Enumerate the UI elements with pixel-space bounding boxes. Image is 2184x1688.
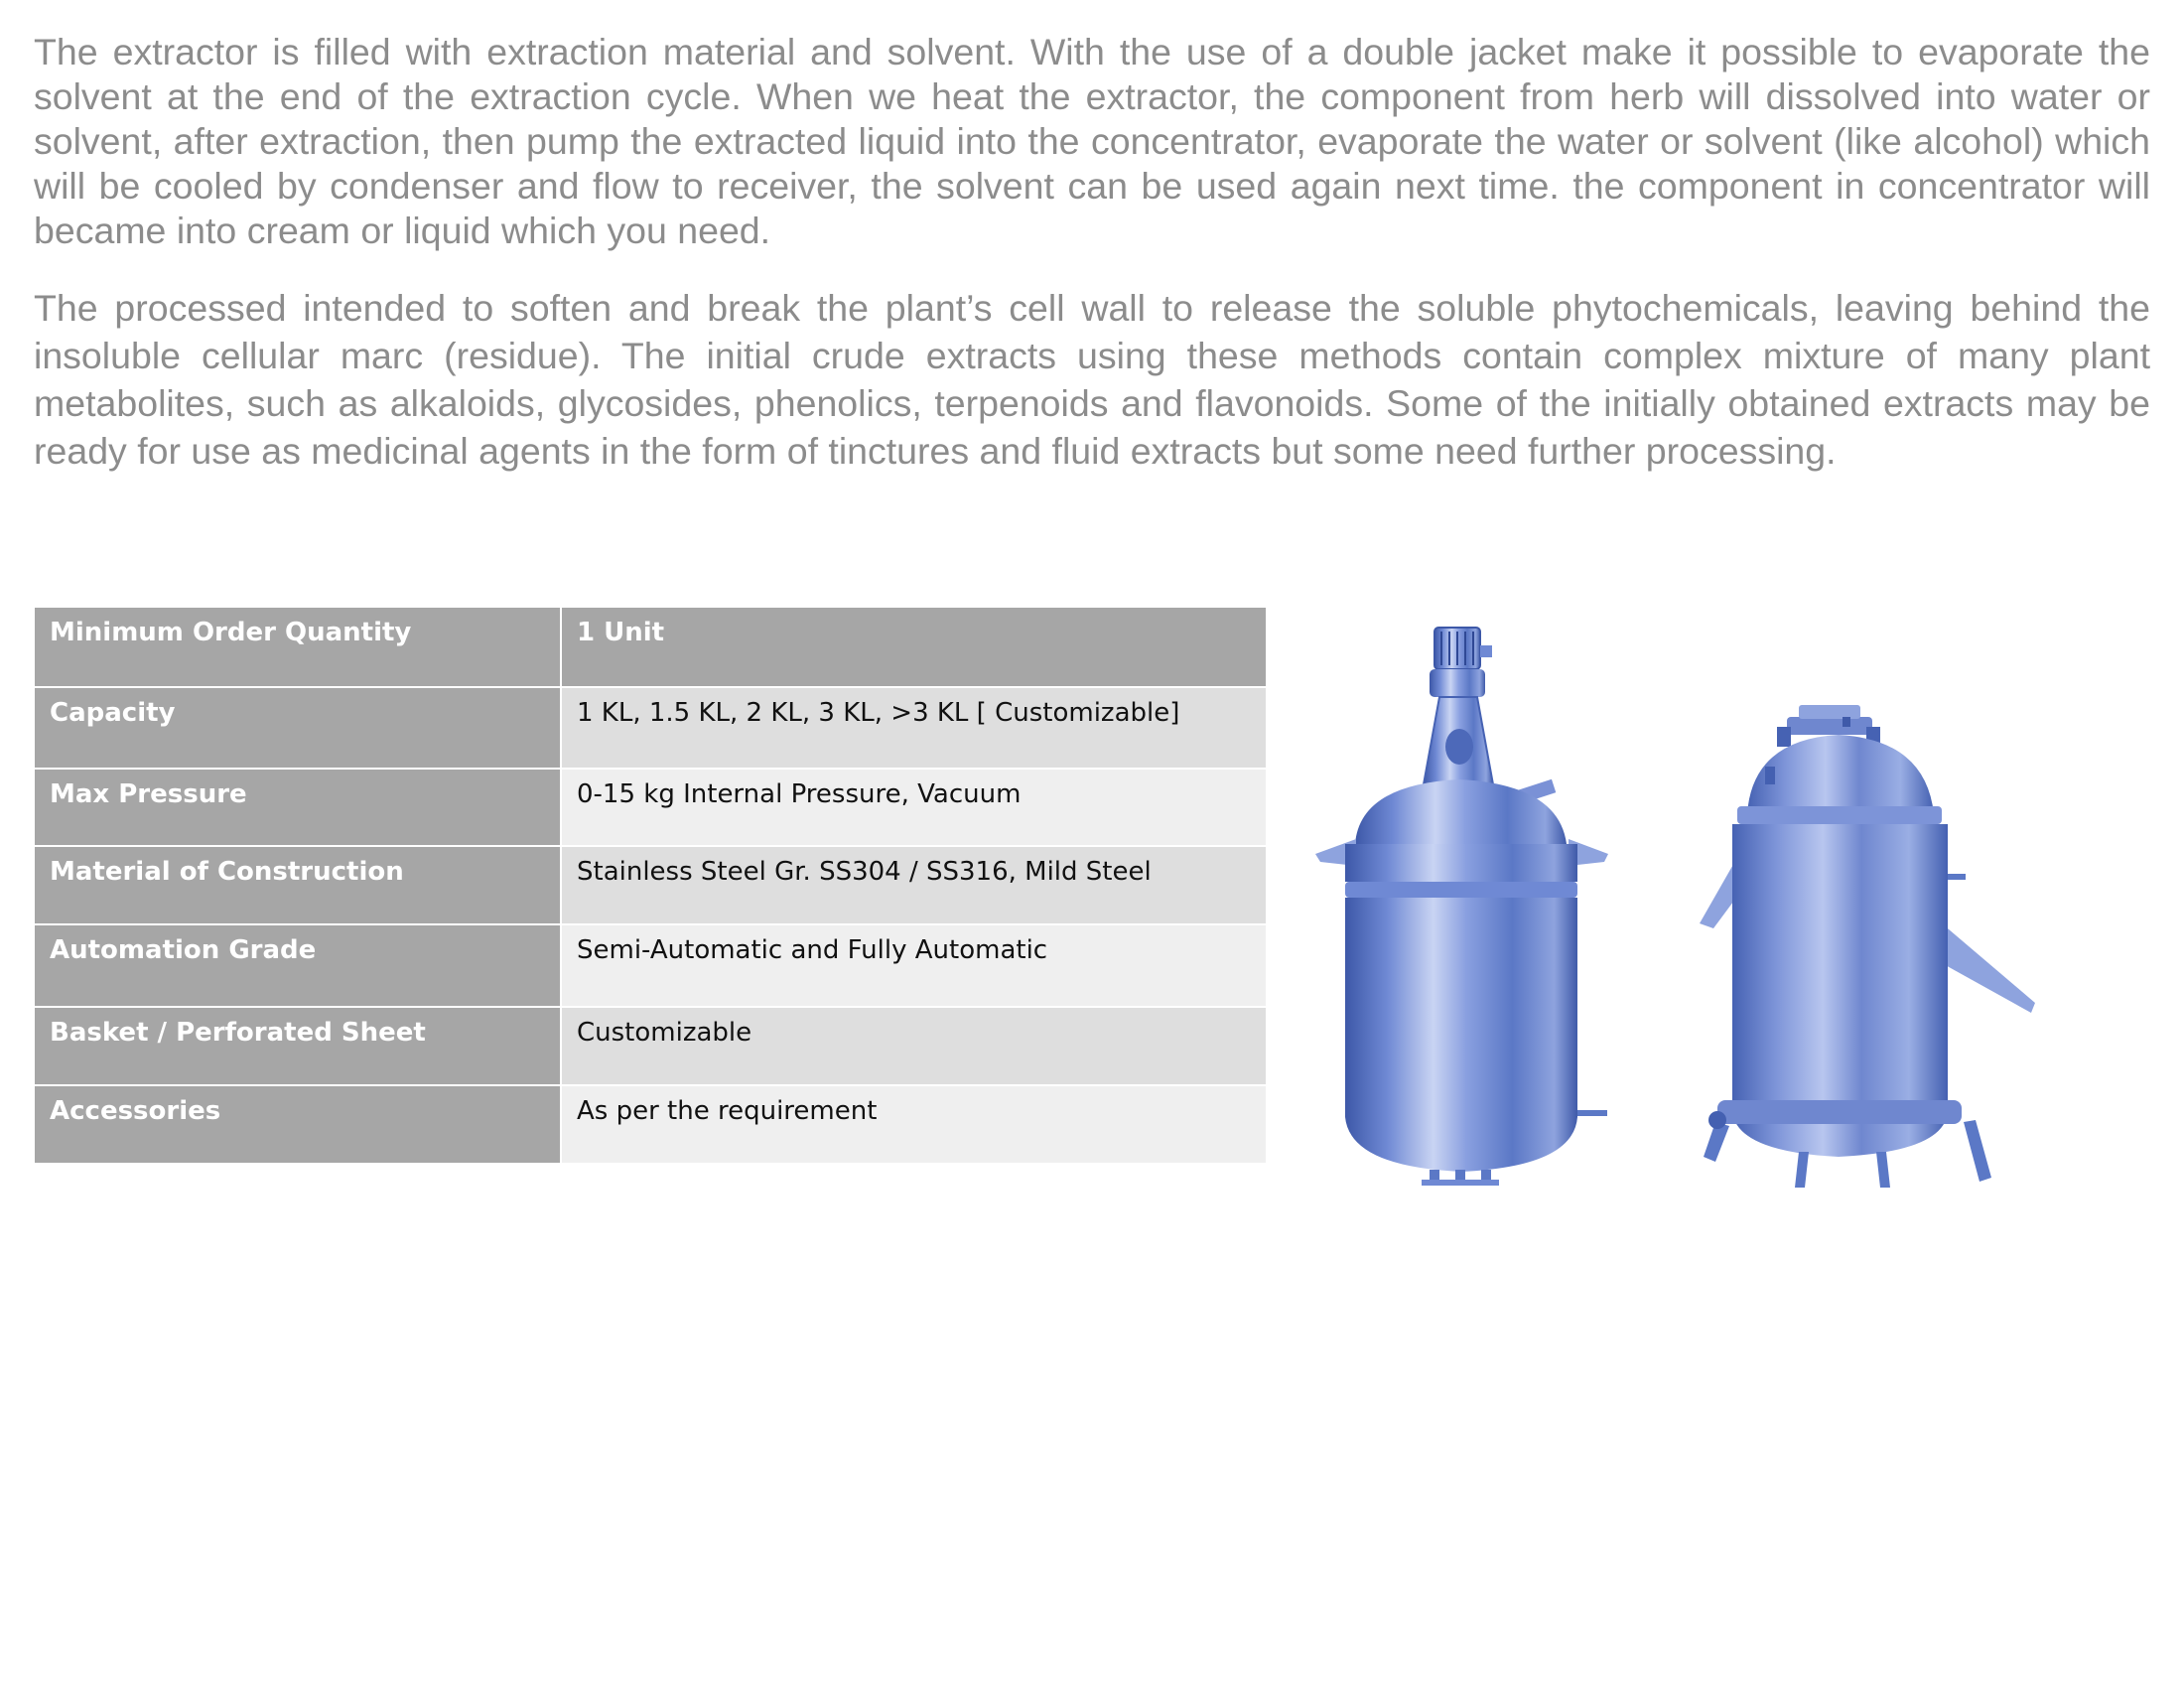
spec-key: Max Pressure xyxy=(35,769,561,846)
spec-value: Customizable xyxy=(561,1007,1266,1085)
vessel-1-icon xyxy=(1315,628,1608,1186)
table-row xyxy=(35,608,1266,687)
table-row xyxy=(35,846,1266,924)
spec-value: 0-15 kg Internal Pressure, Vacuum xyxy=(561,769,1266,846)
table-row xyxy=(35,1085,1266,1164)
spec-key: Automation Grade xyxy=(35,924,561,1007)
spec-key: Material of Construction xyxy=(35,846,561,924)
intro-text xyxy=(34,30,2150,475)
spec-key: Basket / Perforated Sheet xyxy=(35,1007,561,1085)
table-row xyxy=(35,769,1266,846)
spec-value: As per the requirement xyxy=(561,1085,1266,1164)
table-row xyxy=(35,924,1266,1007)
spec-value: Semi-Automatic and Fully Automatic xyxy=(561,924,1266,1007)
vessel-2-icon xyxy=(1700,705,2035,1188)
spec-value: Stainless Steel Gr. SS304 / SS316, Mild Steel xyxy=(561,846,1266,924)
table-row xyxy=(35,1007,1266,1085)
spec-table xyxy=(35,608,1266,1165)
table-row xyxy=(35,687,1266,769)
spec-key: Accessories xyxy=(35,1085,561,1164)
spec-value: 1 KL, 1.5 KL, 2 KL, 3 KL, >3 KL [ Customizable] xyxy=(561,687,1266,769)
extractor-vessels-image xyxy=(1300,616,2095,1201)
spec-key: Minimum Order Quantity xyxy=(35,608,561,687)
spec-key: Capacity xyxy=(35,687,561,769)
intro-paragraph-1: The extractor is filled with extraction material and solvent. With the use of a double jacket make it possible to evaporate the solvent at the end of the extraction cycle. When we heat the extractor, the component from herb will dissolved into water or solvent, after extraction, then pump the extracted liquid into the concentrator, evaporate the water or solvent (like alcohol) which will be cooled by condenser and flow to receiver, the solvent can be used again next time. the component in concentrator will became into cream or liquid which you need. xyxy=(34,31,2150,251)
intro-paragraph-2: The processed intended to soften and break the plant’s cell wall to release the soluble phytochemicals, leaving behind the insoluble cellular marc (residue). The initial crude extracts using these methods contain complex mixture of many plant metabolites, such as alkaloids, glycosides, phenolics, terpenoids and flavonoids. Some of the initially obtained extracts may be ready for use as medicinal agents in the form of tinctures and fluid extracts but some need further processing. xyxy=(34,287,2150,472)
spec-value: 1 Unit xyxy=(561,608,1266,687)
